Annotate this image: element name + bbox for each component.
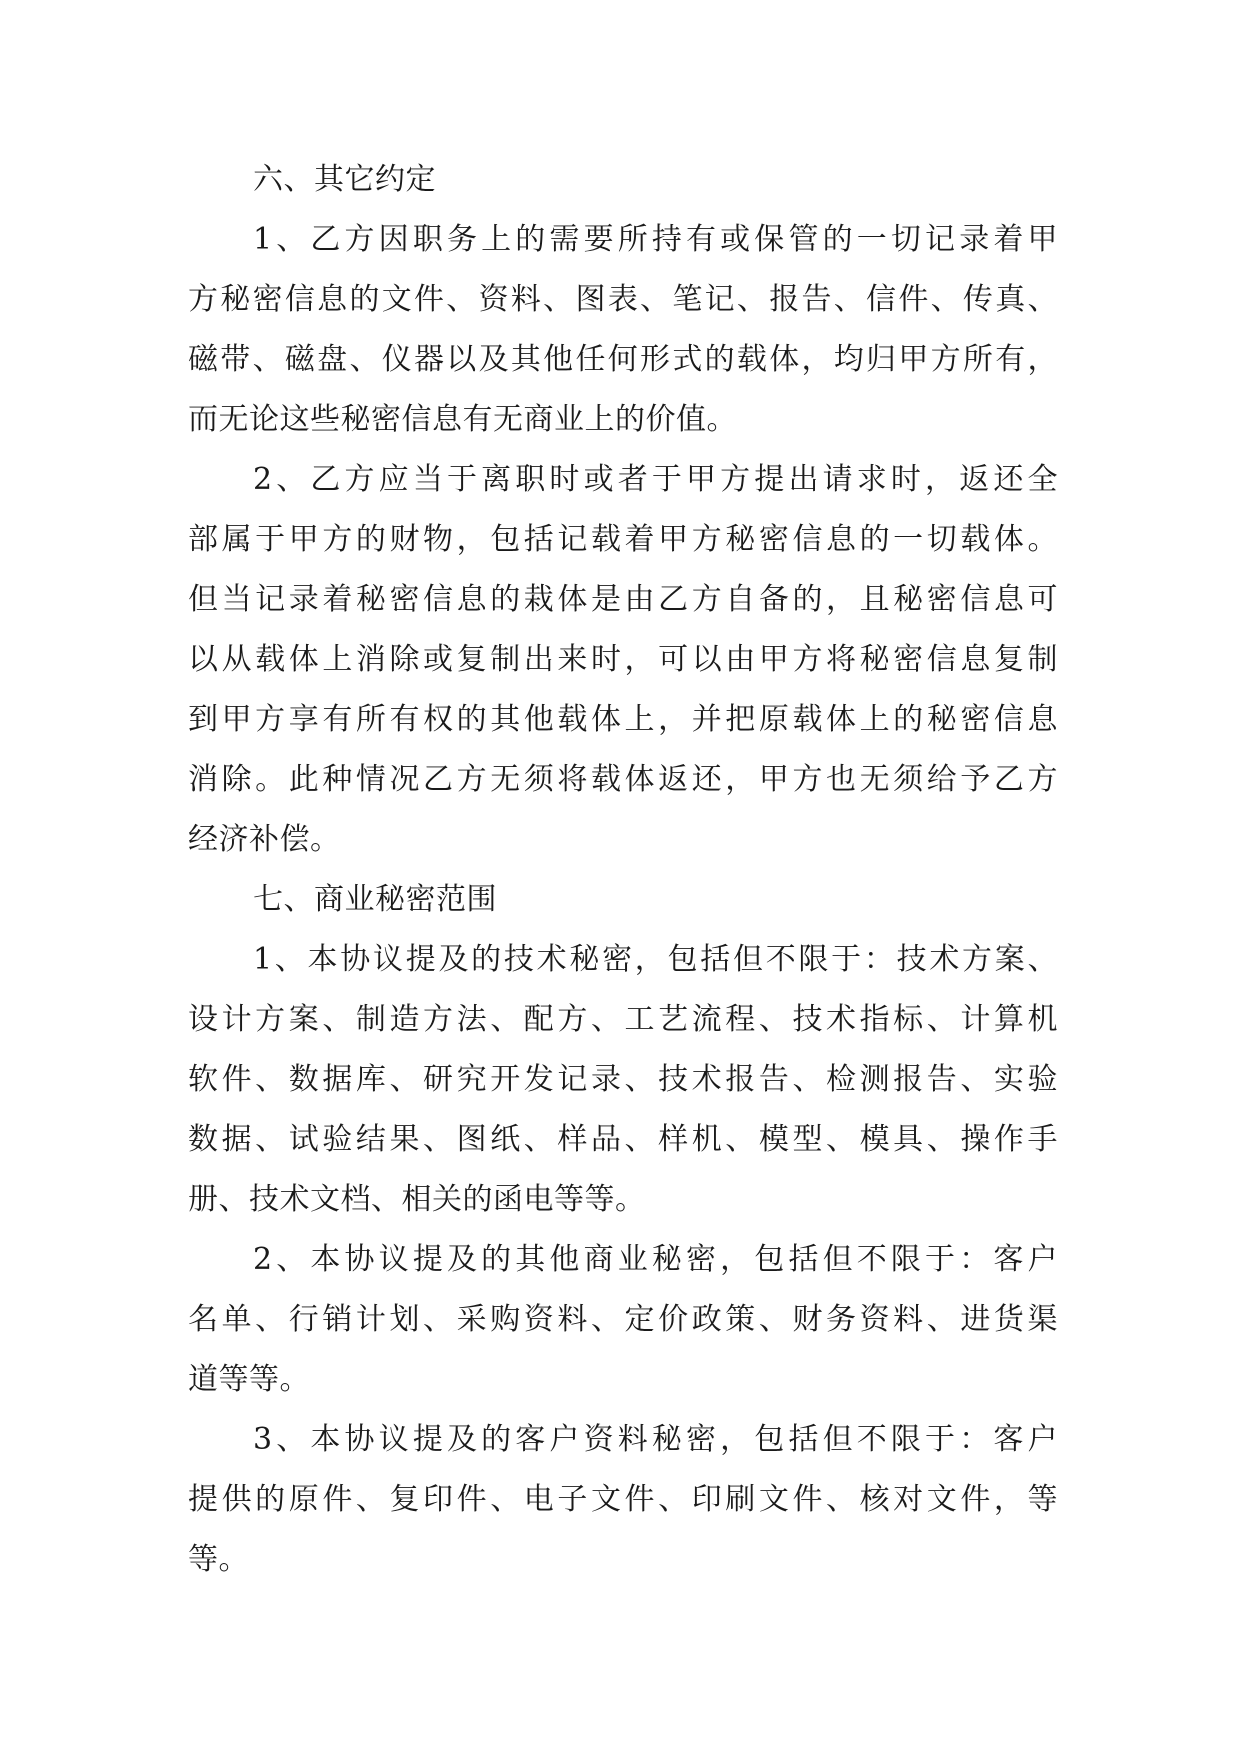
text-line: 册、技术文档、相关的函电等等。 [188, 1182, 646, 1217]
text-line: 而无论这些秘密信息有无商业上的价值。 [188, 402, 737, 437]
text-line: 消除。此种情况乙方无须将载体返还，甲方也无须给予乙方 [188, 762, 1058, 797]
text-line: 方秘密信息的文件、资料、图表、笔记、报告、信件、传真、 [188, 282, 1058, 317]
text-line: 道等等。 [188, 1362, 310, 1397]
text-line: 七、商业秘密范围 [253, 882, 497, 917]
text-line: 名单、行销计划、采购资料、定价政策、财务资料、进货渠 [188, 1302, 1058, 1337]
text-line: 1、乙方因职务上的需要所持有或保管的一切记录着甲 [253, 222, 1058, 257]
text-line: 提供的原件、复印件、电子文件、印刷文件、核对文件，等 [188, 1482, 1058, 1517]
text-line: 但当记录着秘密信息的栽体是由乙方自备的，且秘密信息可 [188, 582, 1058, 617]
text-line: 设计方案、制造方法、配方、工艺流程、技术指标、计算机 [188, 1002, 1058, 1037]
text-line: 到甲方享有所有权的其他载体上，并把原载体上的秘密信息 [188, 702, 1058, 737]
text-line: 等。 [188, 1542, 249, 1577]
text-line: 部属于甲方的财物，包括记载着甲方秘密信息的一切载体。 [188, 522, 1058, 557]
text-line: 数据、试验结果、图纸、样品、样机、模型、模具、操作手 [188, 1122, 1058, 1157]
text-line: 经济补偿。 [188, 822, 341, 857]
text-line: 六、其它约定 [253, 162, 436, 197]
text-line: 3、本协议提及的客户资料秘密，包括但不限于：客户 [253, 1422, 1058, 1457]
text-line: 2、本协议提及的其他商业秘密，包括但不限于：客户 [253, 1242, 1058, 1277]
document-page [188, 150, 1058, 1590]
text-line: 1、本协议提及的技术秘密，包括但不限于：技术方案、 [253, 942, 1058, 977]
text-line: 磁带、磁盘、仪器以及其他任何形式的载体，均归甲方所有， [188, 342, 1058, 377]
document-body [188, 150, 1058, 1590]
text-line: 2、乙方应当于离职时或者于甲方提出请求时，返还全 [253, 462, 1058, 497]
text-line: 软件、数据库、研究开发记录、技术报告、检测报告、实验 [188, 1062, 1058, 1097]
text-line: 以从载体上消除或复制出来时，可以由甲方将秘密信息复制 [188, 642, 1058, 677]
